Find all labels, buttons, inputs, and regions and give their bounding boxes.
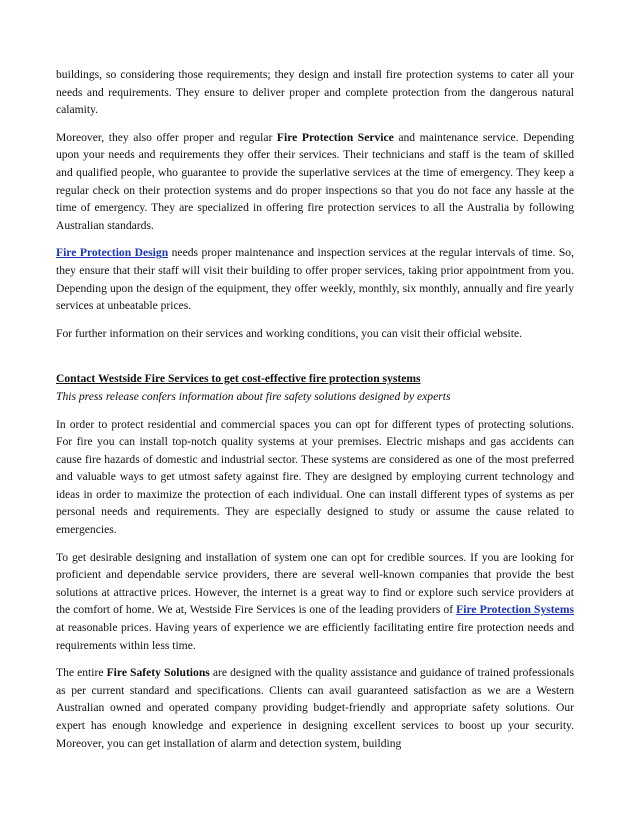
- paragraph-text: To get desirable designing and installation of system one can opt for credible sources. If you are looking for proficient and dependable service providers, there are several well-known companies that provide the best solutions at attractive prices. However, the internet is a great way to find or explore such service providers at the comfort of home. We at, Westside Fire Services is one of the leading providers of: [56, 550, 574, 617]
- paragraph-text: at reasonable prices. Having years of experience we are efficiently facilitating entire fire protection needs and requirements within less time.: [56, 621, 574, 652]
- section-subheading: This press release confers information about fire safety solutions designed by experts: [56, 389, 451, 403]
- paragraph-fire-protection-design: [56, 244, 574, 314]
- bold-keyword-fire-protection-service: Fire Protection Service: [276, 130, 394, 144]
- paragraph-text: buildings, so considering those requirements; they design and install fire protection systems to cater all your needs and requirements. They ensure to deliver proper and complete protection from the dangerous natural calamity.: [56, 68, 574, 117]
- paragraph-service-providers: [56, 549, 574, 655]
- link-fire-protection-design[interactable]: Fire Protection Design: [56, 246, 169, 260]
- paragraph-text: needs proper maintenance and inspection services at the regular intervals of time. So, they ensure that their staff will visit their building to offer proper services, taking prior appointment from you. Depending upon the design of the equipment, they offer weekly, monthly, six monthly, annually and fire yearly services at unbeatable prices.: [56, 246, 574, 313]
- paragraph-fire-safety-solutions: [56, 664, 574, 752]
- paragraph-intro-continued: [56, 66, 574, 119]
- bold-keyword-fire-safety-solutions: Fire Safety Solutions: [106, 666, 210, 680]
- paragraph-text: For further information on their services and working conditions, you can visit their official website.: [56, 326, 523, 340]
- paragraph-further-information: [56, 325, 574, 343]
- link-fire-protection-systems[interactable]: Fire Protection Systems: [456, 603, 574, 617]
- paragraph-text: are designed with the quality assistance and guidance of trained professionals as per current standard and specifications. Clients can avail guaranteed satisfaction as we are a Western Australian owned and operated company providing budget-friendly and appropriate safety solutions. Our expert has enough knowledge and experience in designing excellent services to boost up your security. Moreover, you can get installation of alarm and detection system, building: [56, 666, 574, 750]
- section-heading: Contact Westside Fire Services to get cost-effective fire protection systems: [56, 372, 421, 386]
- paragraph-protecting-solutions: [56, 416, 574, 539]
- paragraph-fire-protection-service: [56, 129, 574, 235]
- paragraph-text: In order to protect residential and commercial spaces you can opt for different types of protecting solutions. For fire you can install top-notch quality systems at your premises. Electric mishaps and gas accidents can cause fire hazards of domestic and industrial sector. These systems are considered as one of the most preferred and valuable ways to get utmost safety against fire. They are designed by employing current technology and ideas in order to maximize the protection of each individual. One can install different types of systems as per personal needs and requirements. They are especially designed to study or assume the cause related to emergencies.: [56, 417, 574, 537]
- section-spacer: [56, 352, 574, 370]
- document-page: [56, 66, 574, 762]
- paragraph-text: The entire: [56, 666, 107, 680]
- paragraph-text: and maintenance service. Depending upon your needs and requirements they offer their services. Their technicians and staff is the team of skilled and qualified people, who guarantee to provide the superlative services at the time of emergency. They keep a regular check on their protection systems and do proper inspections so that you do not face any hassle at the time of emergency. They are specialized in offering fire protection services to all the Australia by following Australian standards.: [56, 130, 574, 232]
- paragraph-text: Moreover, they also offer proper and regular: [56, 130, 277, 144]
